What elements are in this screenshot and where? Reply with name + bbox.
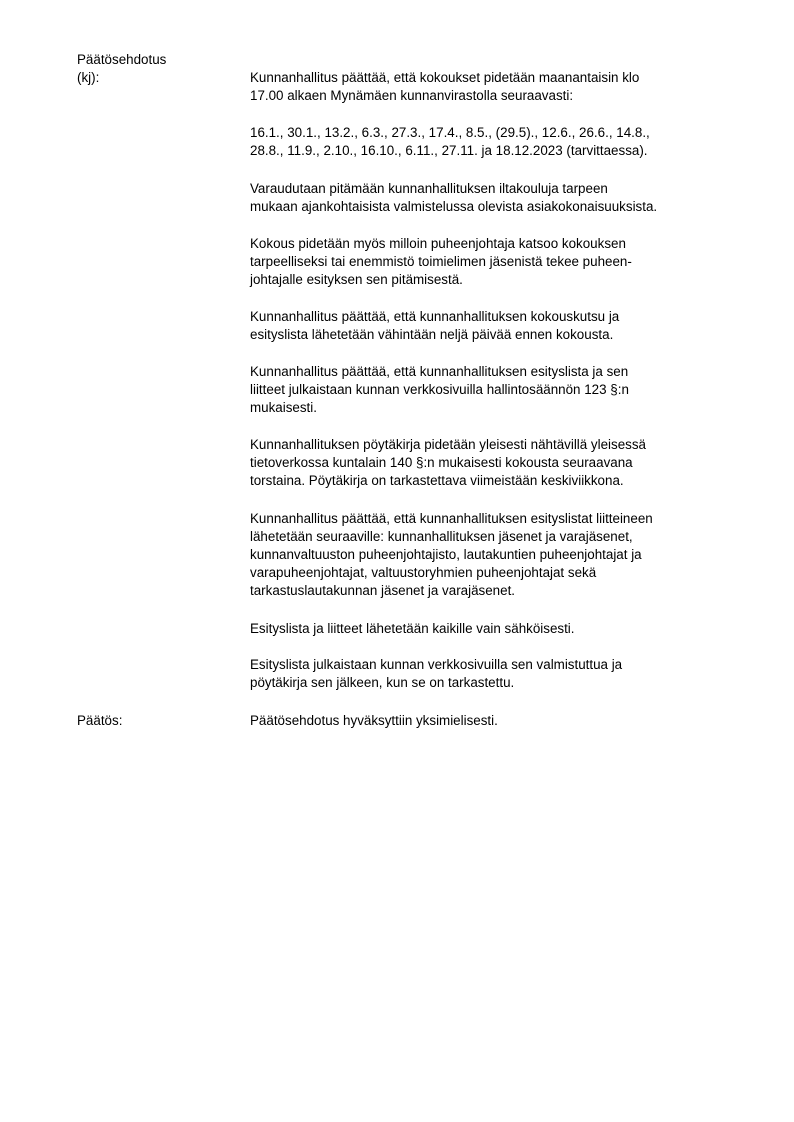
- paragraph-agenda-publication-line-2: liitteet julkaistaan kunnan verkkosivuilla hallintosäännön 123 §:n: [250, 382, 629, 397]
- paragraph-agenda-publication-line-1: Kunnanhallitus päättää, että kunnanhallituksen esityslista ja sen: [250, 364, 629, 379]
- paragraph-electronic-delivery-line-1: Esityslista ja liitteet lähetetään kaikille vain sähköisesti.: [250, 621, 575, 636]
- paragraph-extra-meetings-line-1: Kokous pidetään myös milloin puheenjohtaja katsoo kokouksen: [250, 236, 626, 251]
- paragraph-online-publication-line-1: Esityslista julkaistaan kunnan verkkosivuilla sen valmistuttua ja: [250, 657, 623, 672]
- paragraph-minutes-line-2: tietoverkossa kuntalain 140 §:n mukaisesti kokousta seuraavana: [250, 455, 633, 470]
- decision-label: Päätös:: [77, 713, 123, 728]
- paragraph-distribution-line-5: tarkastuslautakunnan jäsenet ja varajäsenet.: [250, 583, 516, 598]
- paragraph-minutes-line-3: torstaina. Pöytäkirja on tarkastettava viimeistään keskiviikkona.: [250, 473, 624, 488]
- paragraph-online-publication-line-2: pöytäkirja sen jälkeen, kun se on tarkastettu.: [250, 675, 515, 690]
- paragraph-evening-sessions-line-1: Varaudutaan pitämään kunnanhallituksen iltakouluja tarpeen: [250, 181, 608, 196]
- proposal-label: Päätösehdotus: [77, 52, 167, 67]
- decision-text: Päätösehdotus hyväksyttiin yksimielisesti.: [250, 713, 498, 728]
- paragraph-meeting-schedule-line-2: 17.00 alkaen Mynämäen kunnanvirastolla seuraavasti:: [250, 88, 574, 103]
- paragraph-distribution-line-2: lähetetään seuraaville: kunnanhallituksen jäsenet ja varajäsenet,: [250, 529, 633, 544]
- paragraph-minutes-line-1: Kunnanhallituksen pöytäkirja pidetään yleisesti nähtävillä yleisessä: [250, 437, 647, 452]
- paragraph-meeting-schedule-line-1: Kunnanhallitus päättää, että kokoukset pidetään maanantaisin klo: [250, 70, 640, 85]
- paragraph-invitation-line-2: esityslista lähetetään vähintään neljä päivää ennen kokousta.: [250, 327, 614, 342]
- proposal-sublabel: (kj):: [77, 70, 100, 85]
- paragraph-extra-meetings-line-3: johtajalle esityksen sen pitämisestä.: [250, 272, 463, 287]
- paragraph-distribution-line-4: varapuheenjohtajat, valtuustoryhmien puheenjohtajat sekä: [250, 565, 597, 580]
- paragraph-meeting-dates-line-2: 28.8., 11.9., 2.10., 16.10., 6.11., 27.11. ja 18.12.2023 (tarvittaessa).: [250, 143, 648, 158]
- paragraph-meeting-dates-line-1: 16.1., 30.1., 13.2., 6.3., 27.3., 17.4., 8.5., (29.5)., 12.6., 26.6., 14.8.,: [250, 125, 650, 140]
- paragraph-distribution-line-3: kunnanvaltuuston puheenjohtajisto, lautakuntien puheenjohtajat ja: [250, 547, 642, 562]
- paragraph-invitation-line-1: Kunnanhallitus päättää, että kunnanhallituksen kokouskutsu ja: [250, 309, 620, 324]
- paragraph-distribution-line-1: Kunnanhallitus päättää, että kunnanhallituksen esityslistat liitteineen: [250, 511, 653, 526]
- paragraph-evening-sessions-line-2: mukaan ajankohtaisista valmistelussa olevista asiakokonaisuuksista.: [250, 199, 658, 214]
- paragraph-agenda-publication-line-3: mukaisesti.: [250, 400, 317, 415]
- paragraph-extra-meetings-line-2: tarpeelliseksi tai enemmistö toimielimen jäsenistä tekee puheen-: [250, 254, 632, 269]
